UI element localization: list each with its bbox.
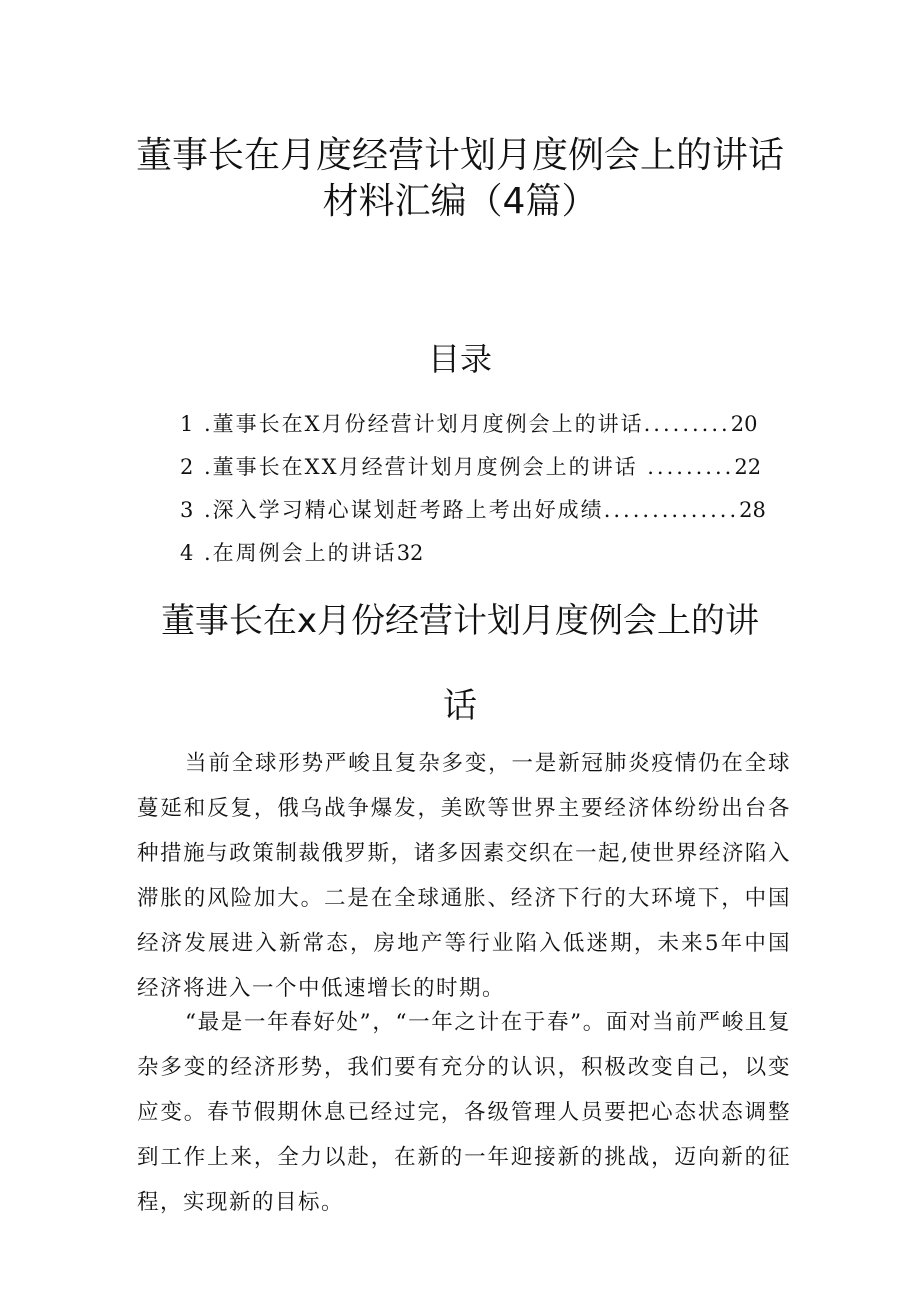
toc-item-number: 4 bbox=[180, 541, 194, 565]
section-title-line2: 话 bbox=[443, 686, 477, 726]
toc-item-leader: ......... bbox=[637, 455, 735, 479]
body-paragraph: “最是一年春好处”，“一年之计在于春”。面对当前严峻且复杂多变的经济形势，我们要有充分的认识，积极改变自己，以变应变。春节假期休息已经过完，各级管理人员要把心态状态调整到工作上来，全力以赴，在新的一年迎接新的挑战，迈向新的征程，实现新的目标。 bbox=[137, 1010, 791, 1215]
toc-item-number: 1 bbox=[180, 412, 194, 436]
body-paragraph: 当前全球形势严峻且复杂多变，一是新冠肺炎疫情仍在全球蔓延和反复，俄乌战争爆发，美欧等世界主要经济体纷纷出台各种措施与政策制裁俄罗斯，诸多因素交织在一起,使世界经济陷入滞胀的风险加大。二是在全球通胀、经济下行的大环境下，中国经济发展进入新常态，房地产等行业陷入低迷期，未来5年中国经济将进入一个中低速增长的时期。 bbox=[137, 751, 791, 1001]
toc-item-page: 20 bbox=[730, 412, 758, 436]
toc-item-page: 22 bbox=[734, 455, 762, 479]
toc-heading: 目录 bbox=[427, 340, 492, 378]
document-title-line1: 董事长在月度经营计划月度例会上的讲话 bbox=[135, 135, 784, 176]
toc-item-title: .深入学习精心谋划赶考路上考出好成绩 bbox=[204, 498, 604, 522]
toc-item[interactable] bbox=[180, 457, 780, 478]
toc-item[interactable] bbox=[180, 543, 780, 564]
toc-item[interactable] bbox=[180, 414, 780, 435]
toc-item-page: 32 bbox=[396, 541, 424, 565]
toc-item[interactable] bbox=[180, 500, 780, 521]
toc-item-leader: .............. bbox=[603, 498, 740, 522]
toc-item-title: .在周例会上的讲话 bbox=[204, 541, 397, 565]
document-title-line2: 材料汇编（4篇） bbox=[322, 181, 598, 222]
toc-item-title: .董事长在X月份经营计划月度例会上的讲话 bbox=[204, 412, 644, 436]
toc-item-number: 2 bbox=[180, 455, 194, 479]
toc-item-number: 3 bbox=[180, 498, 194, 522]
section-title-line1: 董事长在x月份经营计划月度例会上的讲 bbox=[160, 601, 760, 641]
toc-item-page: 28 bbox=[739, 498, 766, 522]
toc-item-title: .董事长在XX月经营计划月度例会上的讲话 bbox=[204, 455, 638, 479]
toc-item-leader: ......... bbox=[643, 412, 731, 436]
